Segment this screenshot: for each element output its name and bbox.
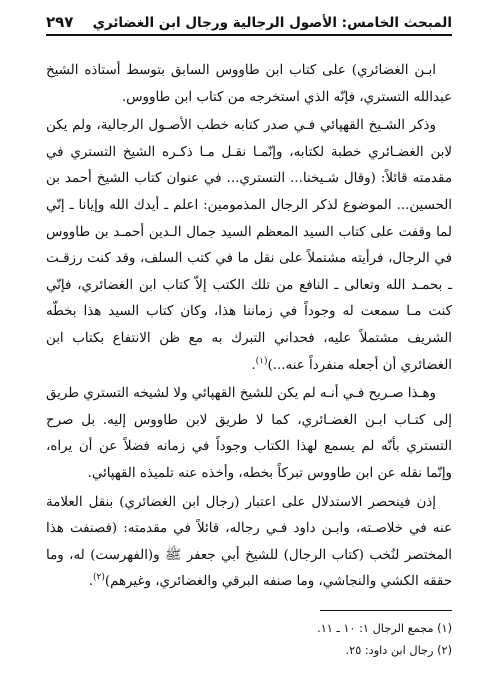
footnote-reference: (٢) [92, 572, 105, 583]
footnote-reference: (١) [255, 356, 268, 367]
footnotes [46, 618, 452, 662]
paragraph: وذكر الشـيخ القهپائي فـي صدر كتابه خطب الأصـول الرجالية، ولم يكن لابن الغضـائري خطبة لكتابه، وإنّمـا نقـل مـا ذكـره الشيخ التستري في مقدمته قائلاً: (وقال شـيخنا... التستري... في عنوان كتاب الشيخ أحمد بن الحسين... الموضوع لذكر الرجال المذمومين: اعلم ـ أيدك الله وإيانا ـ إنّي لما وقفت على كتاب السيد المعظم السيد جمال الـدين أحمـد بن طاووس في الرجال، فرأيته مشتملاً على نقل ما في كتب السلف، وقد كنت رزقـت ـ بحمـد الله وتعالى ـ النافع من تلك الكتب إلاّ كتاب ابن الغضائري، فإنّي كنت مـا سمعت له وجوداً في زماننا هذا، وكان كتاب السيد هذا بخطّه الشريف مشتملاً عليه، فحداني التبرك به مع ظن الانتفاع بكتاب ابن الغضائري أن أجعله منفرداً عنه...)$^{(١)}$. [46, 118, 452, 373]
footnote: (٢) رجال ابن داود: ٢٥. [345, 644, 452, 657]
footnote: (١) مجمع الرجال ١: ١٠ ـ ١١. [317, 622, 452, 635]
page-number: ٢٩٧ [46, 13, 74, 31]
paragraph [46, 58, 452, 111]
running-header [46, 8, 452, 36]
paragraph: إذن فينحصر الاستدلال على اعتبار (رجال ابن الغضائري) بنقل العلامة عنه في خلاصـته، وابـن داود فـي رجاله، قائلاً في مقدمته: (فصنفت هذا المختصر لنُخب (كتاب الرجال) للشيخ أبي جعفر ﷺ و(الفهرست) له، وما حققه الكشي والنجاشي، وما صنفه البرقي والغضائري، وغيرهم)$^{(٢)}$. [46, 494, 452, 590]
chapter-title: المبحث الخامس: الأصول الرجالية ورجال ابن الغضائري [92, 15, 452, 31]
paragraph-text: وذكر الشـيخ القهپائي فـي صدر كتابه خطب الأصـول الرجالية، ولم يكن لابن الغضـائري خطبة لكتابه، وإنّمـا نقـل مـا ذكـره الشيخ التستري في مقدمته قائلاً: (وقال شـيخنا... التستري... في عنوان كتاب الشيخ أحمد بن الحسين... الموضوع لذكر الرجال المذمومين: اعلم ـ أيدك الله وإيانا ـ إنّي لما وقفت على كتاب السيد المعظم السيد جمال الـدين أحمـد بن طاووس في الرجال، فرأيته مشتملاً على نقل ما في كتب السلف، وقد كنت رزقـت ـ بحمـد الله وتعالى ـ النافع من تلك الكتب إلاّ كتاب ابن الغضائري، فإنّي كنت مـا سمعت له وجوداً في زماننا هذا، وكان كتاب السيد هذا بخطّه الشريف مشتملاً عليه، فحداني التبرك به مع ظن الانتفاع بكتاب ابن الغضائري أن أجعله منفرداً عنه...) [46, 118, 452, 373]
paragraph-text: ابـن الغضائري) على كتاب ابن طاووس السابق بتوسط أستاذه الشيخ عبدالله التستري، فإنّه الذي استخرجه من كتاب ابن طاووس. [46, 63, 452, 105]
paragraph-text: وهـذا صـريح فـي أنـه لم يكن للشيخ القهپائي ولا لشيخه التستري طريق إلى كتـاب ابـن الغضـائري، كما لا طريق لابن طاووس إليه. بل صرح التستري بأنّه لم يسمع لهذا الكتاب وجوداً في زمانه فضلاً عن أن يراه، وإنّما نقله عن ابن طاووس تبركاً بخطه، وأخذه عنه تلميذه القهپائي. [46, 386, 452, 481]
main-text [46, 58, 452, 596]
paragraph [46, 381, 452, 487]
footnote-divider [320, 610, 452, 611]
paragraph-text: إذن فينحصر الاستدلال على اعتبار (رجال ابن الغضائري) بنقل العلامة عنه في خلاصـته، وابـن داود فـي رجاله، قائلاً في مقدمته: (فصنفت هذا المختصر لنُخب (كتاب الرجال) للشيخ أبي جعفر ﷺ و(الفهرست) له، وما حققه الكشي والنجاشي، وما صنفه البرقي والغضائري، وغيرهم) [46, 494, 452, 590]
